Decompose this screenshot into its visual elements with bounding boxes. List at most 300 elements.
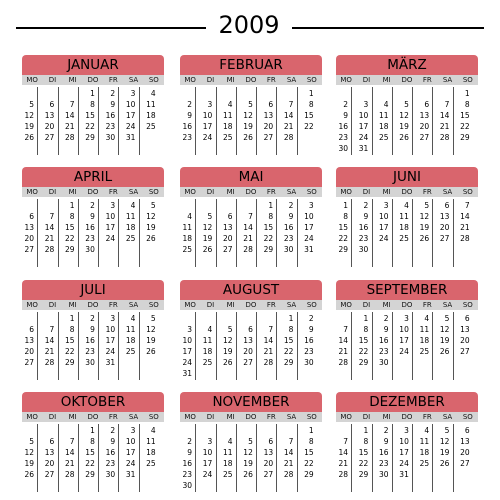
day-number: 25 bbox=[146, 122, 156, 131]
weekday-label: SO bbox=[148, 301, 159, 309]
day-number: 24 bbox=[125, 122, 136, 131]
day-number: 17 bbox=[125, 448, 136, 457]
day-number: 14 bbox=[65, 448, 75, 457]
day-number: 6 bbox=[227, 212, 233, 221]
day-number: 26 bbox=[223, 358, 233, 367]
day-number: 29 bbox=[65, 358, 75, 367]
weekday-label: MO bbox=[184, 413, 196, 421]
day-number: 2 bbox=[363, 201, 369, 210]
day-number: 21 bbox=[263, 347, 274, 356]
day-number: 27 bbox=[223, 245, 233, 254]
weekday-label: SA bbox=[128, 188, 139, 196]
day-number: 18 bbox=[125, 223, 136, 232]
day-column bbox=[83, 310, 103, 382]
weekday-label: SO bbox=[462, 76, 473, 84]
day-number: 5 bbox=[404, 100, 409, 109]
day-number: 24 bbox=[399, 459, 409, 468]
day-column bbox=[42, 422, 62, 494]
weekday-label: MI bbox=[382, 301, 391, 309]
weekday-label: SO bbox=[306, 76, 317, 84]
day-number: 28 bbox=[338, 470, 348, 479]
day-number: 25 bbox=[146, 459, 156, 468]
day-number: 18 bbox=[223, 459, 233, 468]
day-number: 23 bbox=[358, 234, 369, 243]
day-number: 24 bbox=[358, 133, 369, 142]
month-name: DEZEMBER bbox=[336, 392, 478, 412]
day-column bbox=[377, 422, 397, 494]
day-number: 11 bbox=[419, 325, 430, 334]
day-number: 29 bbox=[65, 245, 75, 254]
day-number: 13 bbox=[263, 448, 274, 457]
day-number: 15 bbox=[65, 223, 75, 232]
day-number: 7 bbox=[69, 437, 75, 446]
day-number: 9 bbox=[383, 325, 389, 334]
day-column bbox=[261, 422, 281, 494]
day-column bbox=[63, 85, 83, 157]
day-column bbox=[200, 85, 220, 157]
day-number: 20 bbox=[223, 234, 233, 243]
day-number: 18 bbox=[146, 448, 156, 457]
day-number: 2 bbox=[383, 314, 389, 323]
day-column bbox=[281, 197, 301, 269]
day-number: 26 bbox=[439, 459, 450, 468]
day-number: 15 bbox=[358, 448, 369, 457]
day-number: 16 bbox=[105, 448, 116, 457]
month-name: JUNI bbox=[336, 167, 478, 187]
day-number: 19 bbox=[243, 122, 253, 131]
day-number: 16 bbox=[283, 223, 294, 232]
weekday-label: MO bbox=[340, 76, 352, 84]
day-number: 6 bbox=[29, 325, 34, 334]
day-number: 3 bbox=[130, 89, 136, 98]
weekday-label: DO bbox=[87, 413, 99, 421]
day-number: 2 bbox=[288, 201, 294, 210]
day-column bbox=[83, 197, 103, 269]
day-column bbox=[180, 422, 200, 494]
day-number: 25 bbox=[379, 133, 389, 142]
month-name: SEPTEMBER bbox=[336, 280, 478, 300]
weekday-label: MI bbox=[226, 188, 235, 196]
day-number: 15 bbox=[283, 336, 294, 345]
day-grid bbox=[180, 85, 322, 157]
day-column bbox=[377, 197, 397, 269]
day-number: 15 bbox=[304, 448, 314, 457]
weekday-label: DO bbox=[401, 301, 413, 309]
weekday-label: SO bbox=[148, 188, 159, 196]
day-column bbox=[83, 422, 103, 494]
month-oktober bbox=[22, 392, 164, 496]
day-number: 7 bbox=[288, 100, 294, 109]
day-number: 30 bbox=[85, 358, 95, 367]
day-number: 29 bbox=[85, 133, 95, 142]
day-number: 7 bbox=[343, 437, 348, 446]
day-number: 18 bbox=[379, 122, 389, 131]
day-number: 8 bbox=[69, 212, 75, 221]
day-number: 5 bbox=[248, 100, 253, 109]
day-number: 25 bbox=[125, 234, 136, 243]
day-grid bbox=[180, 422, 322, 494]
day-number: 13 bbox=[24, 223, 34, 232]
weekday-label: FR bbox=[108, 188, 118, 196]
day-number: 19 bbox=[24, 459, 34, 468]
day-column bbox=[103, 197, 123, 269]
day-number: 8 bbox=[464, 100, 470, 109]
day-number: 2 bbox=[90, 314, 95, 323]
day-number: 10 bbox=[399, 325, 409, 334]
day-number: 22 bbox=[338, 234, 348, 243]
day-number: 8 bbox=[308, 437, 314, 446]
day-number: 21 bbox=[338, 459, 348, 468]
weekday-label: FR bbox=[422, 188, 432, 196]
weekday-label: MI bbox=[226, 76, 235, 84]
day-column bbox=[144, 422, 164, 494]
day-number: 10 bbox=[379, 212, 389, 221]
day-number: 20 bbox=[24, 234, 34, 243]
day-number: 25 bbox=[223, 470, 233, 479]
weekday-label: SA bbox=[128, 76, 139, 84]
day-number: 30 bbox=[338, 144, 348, 153]
day-number: 27 bbox=[460, 459, 470, 468]
day-grid bbox=[336, 197, 478, 269]
weekday-row bbox=[336, 75, 478, 85]
day-number: 14 bbox=[338, 448, 348, 457]
day-number: 13 bbox=[24, 336, 34, 345]
weekday-label: SA bbox=[286, 76, 297, 84]
day-number: 29 bbox=[358, 358, 369, 367]
weekday-label: MI bbox=[68, 76, 77, 84]
day-number: 13 bbox=[263, 111, 274, 120]
day-number: 13 bbox=[419, 111, 430, 120]
day-number: 15 bbox=[263, 223, 274, 232]
day-number: 20 bbox=[243, 347, 253, 356]
day-number: 26 bbox=[202, 245, 213, 254]
day-number: 2 bbox=[187, 100, 192, 109]
day-number: 11 bbox=[125, 325, 136, 334]
weekday-label: MI bbox=[382, 76, 391, 84]
day-number: 18 bbox=[419, 336, 430, 345]
day-number: 18 bbox=[146, 111, 156, 120]
day-column bbox=[200, 422, 220, 494]
day-column bbox=[437, 310, 457, 382]
day-number: 28 bbox=[283, 133, 294, 142]
day-number: 15 bbox=[85, 111, 95, 120]
day-column bbox=[261, 197, 281, 269]
day-column bbox=[144, 85, 164, 157]
day-grid bbox=[22, 85, 164, 157]
day-number: 7 bbox=[288, 437, 294, 446]
weekday-label: SA bbox=[442, 413, 453, 421]
day-number: 5 bbox=[29, 100, 34, 109]
day-column bbox=[200, 197, 220, 269]
weekday-row bbox=[180, 412, 322, 422]
day-number: 28 bbox=[338, 358, 348, 367]
day-column bbox=[336, 310, 356, 382]
day-number: 3 bbox=[187, 325, 192, 334]
month-name: AUGUST bbox=[180, 280, 322, 300]
day-number: 15 bbox=[65, 336, 75, 345]
day-number: 7 bbox=[49, 325, 55, 334]
weekday-label: MO bbox=[184, 76, 196, 84]
day-column bbox=[336, 197, 356, 269]
day-number: 12 bbox=[24, 448, 34, 457]
day-number: 31 bbox=[105, 358, 116, 367]
weekday-label: FR bbox=[108, 301, 118, 309]
day-number: 7 bbox=[268, 325, 274, 334]
month-november bbox=[180, 392, 322, 496]
day-number: 17 bbox=[358, 122, 369, 131]
day-number: 21 bbox=[65, 459, 75, 468]
day-number: 4 bbox=[207, 325, 213, 334]
day-number: 2 bbox=[110, 426, 116, 435]
day-number: 28 bbox=[243, 245, 253, 254]
day-number: 14 bbox=[263, 336, 274, 345]
month-mai bbox=[180, 167, 322, 271]
day-number: 10 bbox=[202, 111, 213, 120]
day-number: 20 bbox=[44, 459, 55, 468]
day-number: 7 bbox=[248, 212, 253, 221]
weekday-label: DI bbox=[206, 301, 215, 309]
year-rule-right bbox=[292, 27, 484, 29]
day-number: 10 bbox=[105, 212, 116, 221]
weekday-label: SA bbox=[442, 76, 453, 84]
day-number: 25 bbox=[202, 358, 213, 367]
day-number: 9 bbox=[90, 212, 95, 221]
day-number: 8 bbox=[90, 437, 95, 446]
weekday-label: MI bbox=[226, 301, 235, 309]
day-number: 9 bbox=[187, 111, 192, 120]
day-column bbox=[417, 310, 437, 382]
day-column bbox=[180, 310, 200, 382]
weekday-label: MO bbox=[26, 301, 38, 309]
day-number: 11 bbox=[223, 448, 233, 457]
day-number: 20 bbox=[439, 223, 450, 232]
weekday-label: MO bbox=[26, 76, 38, 84]
weekday-label: DI bbox=[362, 413, 371, 421]
day-column bbox=[221, 85, 241, 157]
day-number: 14 bbox=[338, 336, 348, 345]
day-number: 5 bbox=[150, 201, 156, 210]
day-column bbox=[22, 310, 42, 382]
day-column bbox=[397, 310, 417, 382]
day-number: 26 bbox=[24, 470, 34, 479]
day-number: 5 bbox=[248, 437, 253, 446]
day-number: 19 bbox=[399, 122, 409, 131]
day-column bbox=[261, 85, 281, 157]
day-number: 27 bbox=[263, 470, 274, 479]
day-number: 22 bbox=[283, 347, 294, 356]
day-number: 2 bbox=[187, 437, 192, 446]
day-number: 29 bbox=[85, 470, 95, 479]
year-rule-left bbox=[16, 27, 206, 29]
day-column bbox=[22, 422, 42, 494]
day-number: 21 bbox=[283, 459, 294, 468]
day-number: 12 bbox=[243, 448, 253, 457]
day-number: 14 bbox=[283, 448, 294, 457]
month-august bbox=[180, 280, 322, 384]
day-number: 5 bbox=[150, 314, 156, 323]
weekday-label: MI bbox=[68, 413, 77, 421]
day-number: 3 bbox=[404, 314, 409, 323]
day-number: 21 bbox=[439, 122, 450, 131]
day-number: 8 bbox=[69, 325, 75, 334]
day-number: 1 bbox=[69, 314, 75, 323]
day-number: 10 bbox=[358, 111, 369, 120]
day-column bbox=[180, 85, 200, 157]
weekday-row bbox=[22, 412, 164, 422]
day-number: 23 bbox=[85, 234, 95, 243]
day-number: 1 bbox=[343, 201, 348, 210]
weekday-label: MI bbox=[68, 188, 77, 196]
day-number: 23 bbox=[283, 234, 294, 243]
day-number: 23 bbox=[379, 459, 389, 468]
month-februar bbox=[180, 55, 322, 159]
day-number: 24 bbox=[399, 347, 409, 356]
day-column bbox=[302, 310, 322, 382]
month-name: MAI bbox=[180, 167, 322, 187]
day-number: 11 bbox=[223, 111, 233, 120]
day-number: 10 bbox=[125, 437, 136, 446]
day-number: 19 bbox=[439, 336, 450, 345]
day-number: 23 bbox=[105, 459, 116, 468]
day-number: 3 bbox=[110, 201, 116, 210]
day-number: 14 bbox=[44, 223, 55, 232]
day-number: 2 bbox=[343, 100, 348, 109]
day-column bbox=[417, 197, 437, 269]
day-number: 21 bbox=[44, 234, 55, 243]
day-number: 8 bbox=[343, 212, 348, 221]
day-number: 22 bbox=[358, 347, 369, 356]
day-number: 4 bbox=[187, 212, 192, 221]
day-number: 15 bbox=[338, 223, 348, 232]
day-number: 3 bbox=[207, 100, 213, 109]
day-number: 12 bbox=[24, 111, 34, 120]
weekday-label: MO bbox=[340, 301, 352, 309]
weekday-label: FR bbox=[266, 188, 276, 196]
weekday-row bbox=[22, 75, 164, 85]
day-number: 3 bbox=[130, 426, 136, 435]
day-number: 20 bbox=[44, 122, 55, 131]
weekday-label: FR bbox=[422, 413, 432, 421]
weekday-label: MO bbox=[340, 413, 352, 421]
day-number: 10 bbox=[125, 100, 136, 109]
day-number: 25 bbox=[419, 459, 430, 468]
weekday-label: SA bbox=[286, 188, 297, 196]
day-column bbox=[241, 422, 261, 494]
day-number: 31 bbox=[304, 245, 314, 254]
weekday-label: SO bbox=[148, 413, 159, 421]
month-september bbox=[336, 280, 478, 384]
day-number: 3 bbox=[383, 201, 389, 210]
day-number: 4 bbox=[424, 314, 430, 323]
month-name: JANUAR bbox=[22, 55, 164, 75]
day-grid bbox=[336, 310, 478, 382]
day-number: 6 bbox=[444, 201, 450, 210]
day-number: 27 bbox=[44, 133, 55, 142]
day-number: 4 bbox=[130, 314, 136, 323]
day-column bbox=[123, 310, 143, 382]
day-number: 31 bbox=[125, 470, 136, 479]
day-number: 7 bbox=[49, 212, 55, 221]
day-number: 1 bbox=[69, 201, 75, 210]
day-number: 13 bbox=[223, 223, 233, 232]
day-number: 30 bbox=[379, 358, 389, 367]
day-number: 1 bbox=[363, 426, 369, 435]
weekday-label: MO bbox=[26, 188, 38, 196]
month-juni bbox=[336, 167, 478, 271]
day-number: 22 bbox=[85, 122, 95, 131]
weekday-label: DO bbox=[401, 76, 413, 84]
day-column bbox=[103, 310, 123, 382]
day-number: 5 bbox=[424, 201, 430, 210]
day-number: 18 bbox=[223, 122, 233, 131]
day-number: 4 bbox=[404, 201, 409, 210]
day-column bbox=[103, 85, 123, 157]
weekday-label: DI bbox=[48, 76, 57, 84]
day-number: 19 bbox=[419, 223, 430, 232]
day-number: 3 bbox=[404, 426, 409, 435]
day-number: 19 bbox=[24, 122, 34, 131]
day-number: 5 bbox=[444, 314, 450, 323]
day-number: 20 bbox=[263, 122, 274, 131]
day-column bbox=[42, 310, 62, 382]
day-column bbox=[180, 197, 200, 269]
day-number: 6 bbox=[268, 437, 274, 446]
weekday-label: DO bbox=[245, 76, 257, 84]
day-number: 12 bbox=[202, 223, 213, 232]
day-number: 1 bbox=[90, 426, 95, 435]
day-number: 27 bbox=[24, 245, 34, 254]
day-number: 23 bbox=[105, 122, 116, 131]
day-number: 17 bbox=[304, 223, 314, 232]
day-column bbox=[458, 310, 478, 382]
day-number: 27 bbox=[243, 358, 253, 367]
day-number: 9 bbox=[308, 325, 314, 334]
weekday-label: DO bbox=[401, 188, 413, 196]
day-number: 6 bbox=[248, 325, 253, 334]
weekday-label: DO bbox=[401, 413, 413, 421]
day-number: 19 bbox=[146, 336, 156, 345]
day-number: 30 bbox=[105, 133, 116, 142]
day-number: 30 bbox=[182, 481, 192, 490]
day-number: 26 bbox=[399, 133, 409, 142]
day-column bbox=[221, 422, 241, 494]
day-number: 27 bbox=[24, 358, 34, 367]
day-number: 21 bbox=[44, 347, 55, 356]
day-number: 22 bbox=[65, 234, 75, 243]
weekday-row bbox=[336, 412, 478, 422]
day-column bbox=[437, 197, 457, 269]
day-number: 14 bbox=[243, 223, 253, 232]
day-number: 22 bbox=[304, 459, 314, 468]
day-number: 6 bbox=[464, 314, 470, 323]
day-number: 17 bbox=[379, 223, 389, 232]
month-name: JULI bbox=[22, 280, 164, 300]
day-column bbox=[417, 85, 437, 157]
weekday-label: SA bbox=[442, 301, 453, 309]
day-number: 3 bbox=[363, 100, 369, 109]
day-number: 21 bbox=[243, 234, 253, 243]
day-number: 23 bbox=[379, 347, 389, 356]
weekday-row bbox=[180, 75, 322, 85]
day-number: 19 bbox=[146, 223, 156, 232]
weekday-label: FR bbox=[266, 301, 276, 309]
day-number: 16 bbox=[105, 111, 116, 120]
day-number: 16 bbox=[338, 122, 348, 131]
day-number: 2 bbox=[110, 89, 116, 98]
day-number: 4 bbox=[150, 426, 156, 435]
day-column bbox=[123, 422, 143, 494]
day-number: 17 bbox=[202, 122, 213, 131]
